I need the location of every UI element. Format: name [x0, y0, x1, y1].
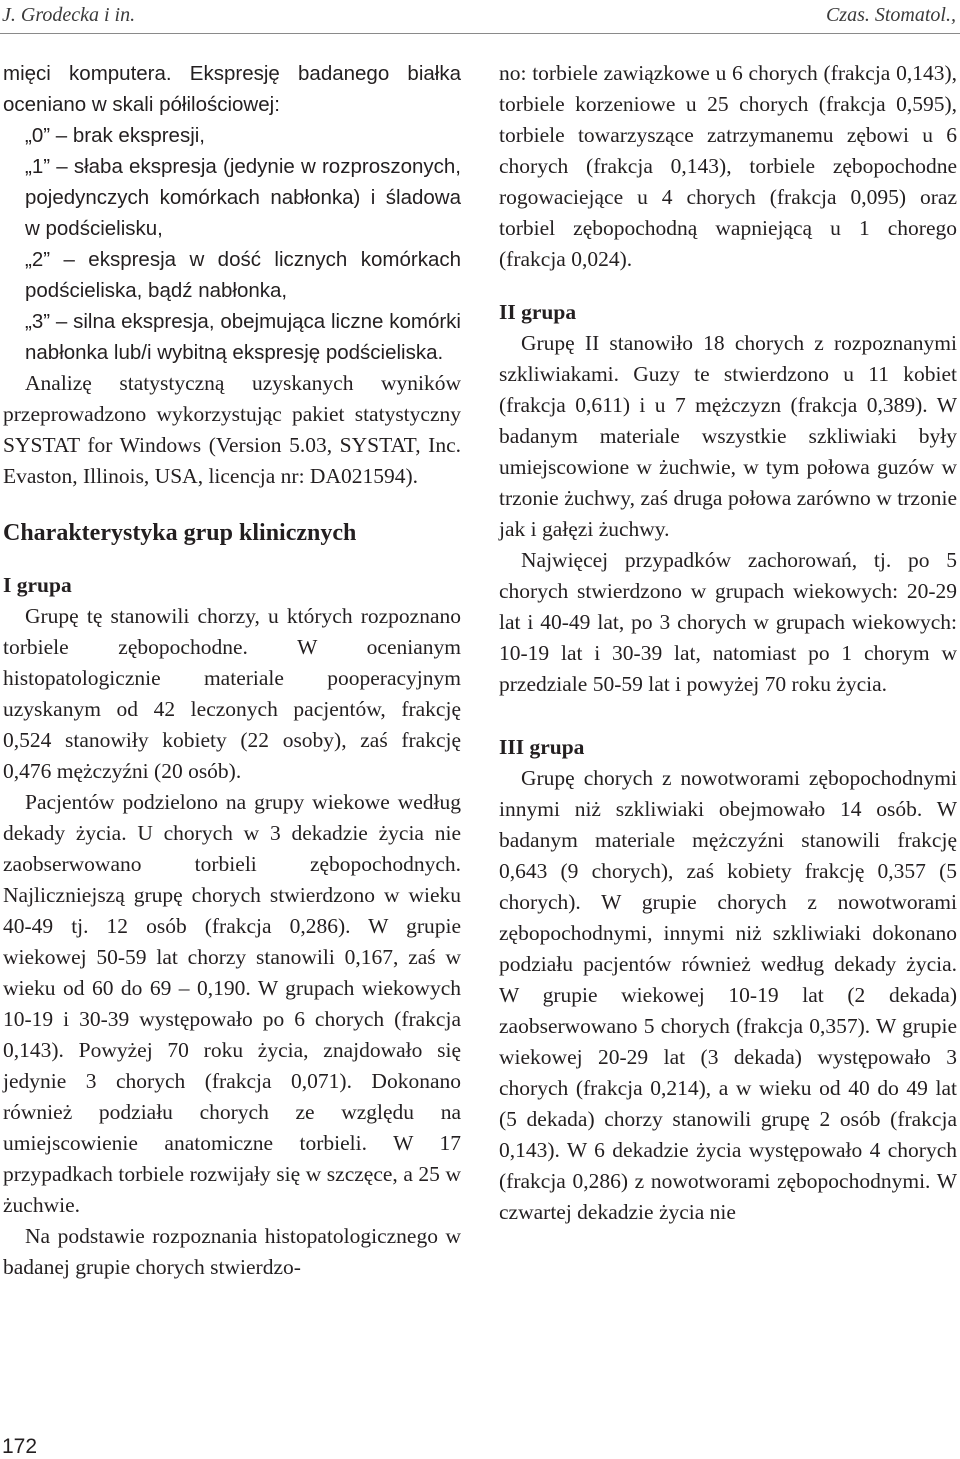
header-authors: J. Grodecka i in.: [2, 4, 136, 26]
grade-0: „0” – brak ekspresji,: [25, 124, 206, 147]
group-1-paragraph-1: Grupę tę stanowili chorzy, u których rozpoznano torbiele zębopochodne. W ocenianym histopatologicznie materiale pooperacyjnym uzyskanym od 42 leczonych pacjentów, frakcję 0,524 stanowiły kobiety (22 osoby), zaś frakcję 0,476 mężczyźni (20 osób).: [3, 604, 461, 783]
group-2-paragraph-1: Grupę II stanowiło 18 chorych z rozpoznanymi szkliwiakami. Guzy te stwierdzono u 11 kobiet (frakcja 0,611) i u 7 mężczyzn (frakcja 0,389). W badanym materiale wszystkie szkliwiaki były umiejscowione w żuchwie, w tym połowa guzów w trzonie żuchwy, zaś druga połowa zarówno w trzonie jak i gałęzi żuchwy.: [499, 331, 957, 541]
header-journal: Czas. Stomatol.,: [825, 4, 956, 26]
group-1-heading: I grupa: [3, 573, 72, 597]
group-3-paragraph-1: Grupę chorych z nowotworami zębopochodnymi innymi niż szkliwiaki obejmowało 14 osób. W badanym materiale mężczyźni stanowili frakcję 0,643 (9 chorych), zaś kobiety frakcję 0,357 (5 chorych). W grupie chorych z nowotworami zębopochodnymi, innymi niż szkliwiaki dokonano podziału pacjentów również według dekady życia. W grupie wiekowej 10-19 lat (2 dekada) zaobserwowano 5 chorych (frakcja 0,357). W grupie wiekowej 20-29 lat (3 dekada) występowało 3 chorych (frakcja 0,214), a w wieku od 40 do 49 lat (5 dekada) chorzy stanowili grupę 2 osób (frakcja 0,143). W 6 dekadzie życia występowało 4 chorych (frakcja 0,286) z nowotworami zębopochodnymi. W czwartej dekadzie życia nie: [499, 766, 957, 1224]
grade-1: „1” – słaba ekspresja (jedynie w rozproszonych, pojedynczych komórkach nabłonka) i śladowa w podścielisku,: [25, 155, 461, 240]
grade-2: „2” – ekspresja w dość licznych komórkach podścieliska, bądź nabłonka,: [25, 248, 461, 302]
group-2-paragraph-2: Najwięcej przypadków zachorowań, tj. po 5 chorych stwierdzono w grupach wiekowych: 20-29 lat i 40-49 lat, po 3 chorych w grupach wiekowych: 10-19 lat i 30-39 lat, natomiast po 1 chorym w przedziale 50-59 lat i powyżej 70 roku życia.: [499, 548, 957, 696]
statistics-paragraph: Analizę statystyczną uzyskanych wyników przeprowadzono wykorzystując pakiet statystyczny SYSTAT for Windows (Version 5.03, SYSTAT, Inc. Evaston, Illinois, USA, licencja nr: DA021594).: [3, 371, 461, 488]
group-2-heading: II grupa: [499, 300, 577, 324]
right-column: [499, 58, 957, 1228]
group-1-paragraph-2: Pacjentów podzielono na grupy wiekowe według dekady życia. U chorych w 3 dekadzie życia nie zaobserwowano torbieli zębopochodnych. Najliczniejszą grupę chorych stwierdzono w wieku 40-49 tj. 12 osób (frakcja 0,286). W grupie wiekowej 50-59 lat chorzy stanowili 0,167, zaś w wieku od 60 do 69 – 0,190. W grupach wiekowych 10-19 i 30-39 występowało po 6 chorych (frakcja 0,143). Powyżej 70 roku życia, znajdowało się jedynie 3 chorych (frakcja 0,071). Dokonano również podziału chorych ze względu na umiejscowienie anatomiczne torbieli. W 17 przypadkach torbiele rozwijały się w szczęce, a 25 w żuchwie.: [3, 790, 461, 1217]
left-column: [3, 58, 461, 1283]
scale-intro: mięci komputera. Ekspresję badanego białka oceniano w skali półilościowej:: [3, 62, 461, 116]
running-header: [0, 0, 960, 34]
page-number: 172: [2, 1435, 38, 1458]
group-3-heading: III grupa: [499, 735, 585, 759]
group-1-continuation: no: torbiele zawiązkowe u 6 chorych (frakcja 0,143), torbiele korzeniowe u 25 chorych (frakcja 0,595), torbiele towarzyszące zatrzymanemu zębowi u 6 chorych (frakcja 0,143), torbiele zębopochodne rogowaciejące u 4 chorych (frakcja 0,095) oraz torbiel zębopochodną wapniejącą u 1 chorego (frakcja 0,024).: [499, 61, 957, 271]
grade-3: „3” – silna ekspresja, obejmująca liczne komórki nabłonka lub/i wybitną ekspresję podścieliska.: [25, 310, 461, 364]
header-rule: [0, 33, 960, 34]
group-1-paragraph-3: Na podstawie rozpoznania histopatologicznego w badanej grupie chorych stwierdzo-: [3, 1224, 461, 1279]
section-heading: Charakterystyka grup klinicznych: [3, 520, 357, 546]
